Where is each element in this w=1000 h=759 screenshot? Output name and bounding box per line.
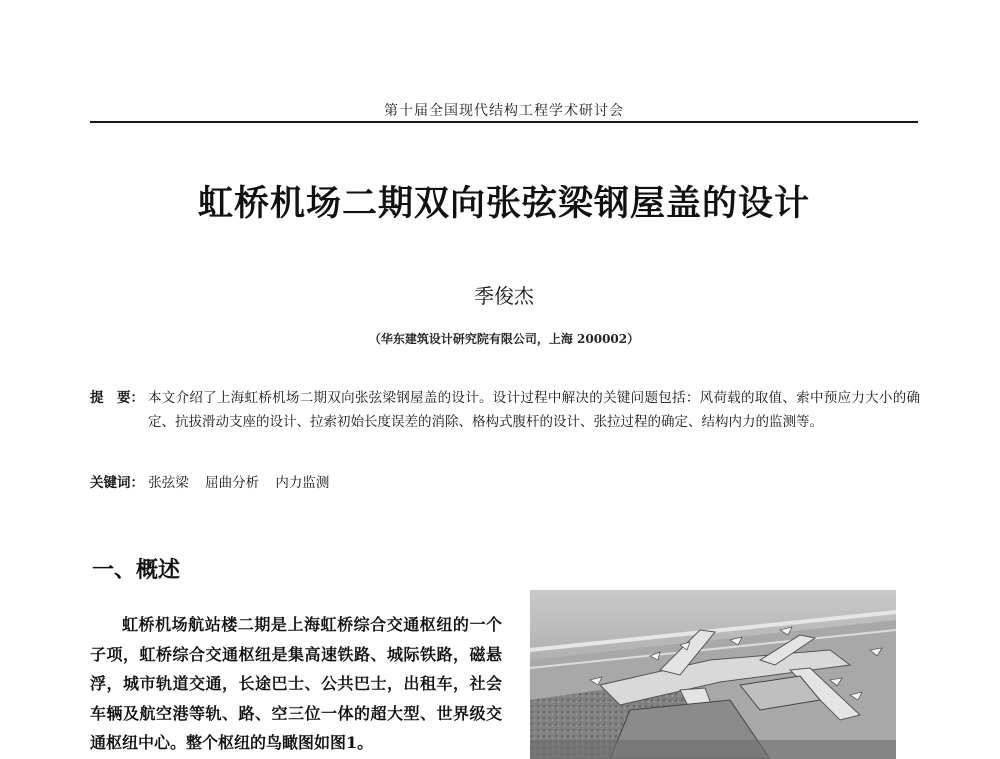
keywords-line xyxy=(90,471,920,495)
keyword: 内力监测 xyxy=(275,475,330,491)
abstract-block xyxy=(90,386,920,434)
intro-paragraph: 虹桥机场航站楼二期是上海虹桥综合交通枢纽的一个子项，虹桥综合交通枢纽是集高速铁路、城际铁路，磁悬浮，城市轨道交通，长途巴士、公共巴士，出租车，社会车辆及航空港等轨、路、空三位一体的超大型、世界级交通枢纽中心。整个枢纽的鸟瞰图如图1。 xyxy=(90,615,502,752)
keyword: 张弦梁 xyxy=(148,475,189,491)
abstract-text: 本文介绍了上海虹桥机场二期双向张弦梁钢屋盖的设计。设计过程中解决的关键问题包括：风荷载的取值、索中预应力大小的确定、抗拔滑动支座的设计、拉索初始长度误差的消除、格构式腹杆的设计、张拉过程的确定、结构内力的监测等。 xyxy=(148,390,920,430)
abstract-label: 提 要： xyxy=(90,390,144,406)
keyword: 屈曲分析 xyxy=(205,475,260,491)
paper-title: 虹桥机场二期双向张弦梁钢屋盖的设计 xyxy=(197,184,810,224)
author-affiliation: （华东建筑设计研究院有限公司，上海 200002） xyxy=(368,332,640,346)
keywords-label: 关键词： xyxy=(90,475,144,491)
header-rule xyxy=(90,121,918,123)
author-name: 季俊杰 xyxy=(474,284,534,308)
running-header: 第十届全国现代结构工程学术研讨会 xyxy=(384,103,624,119)
aerial-photo-illustration xyxy=(530,590,896,759)
section-heading: 一、概述 xyxy=(92,558,181,583)
aerial-view-photo xyxy=(530,590,896,759)
